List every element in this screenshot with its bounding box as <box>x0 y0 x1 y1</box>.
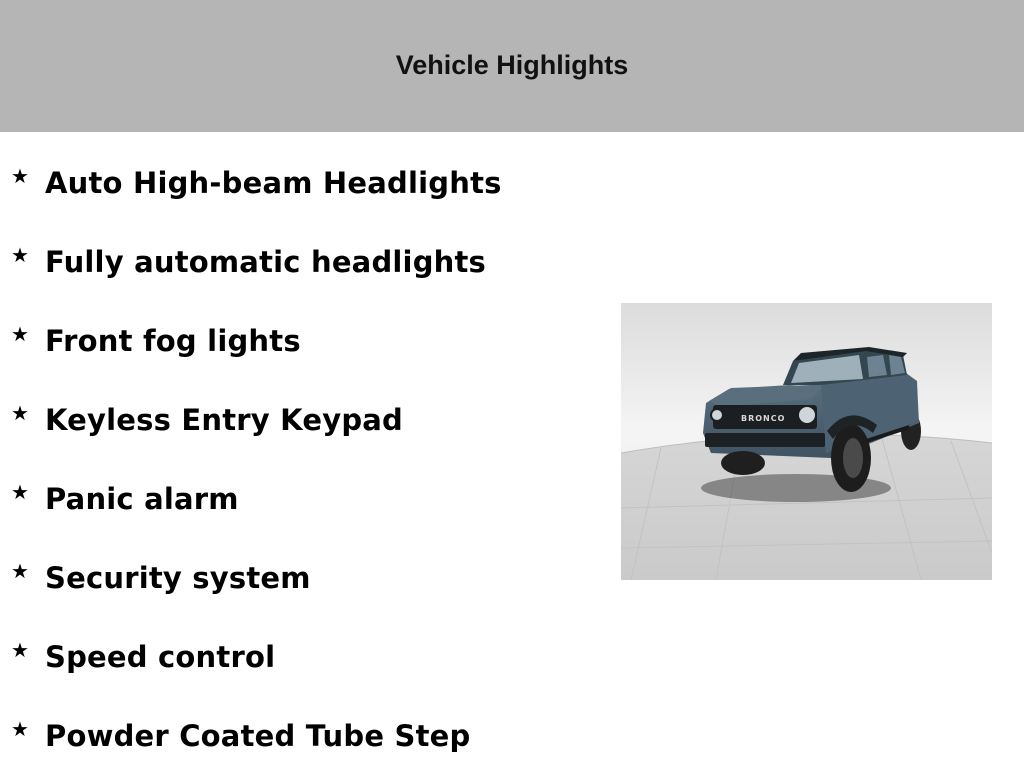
star-icon: ★ <box>11 243 29 267</box>
star-icon: ★ <box>11 401 29 425</box>
list-item <box>0 537 600 595</box>
list-item <box>0 379 600 437</box>
list-item <box>0 221 600 279</box>
highlight-label: Keyless Entry Keypad <box>45 403 404 437</box>
star-icon: ★ <box>11 480 29 504</box>
vehicle-photo <box>621 303 992 580</box>
header-bar <box>0 0 1024 132</box>
highlight-label: Panic alarm <box>45 482 239 516</box>
list-item <box>0 695 600 753</box>
highlight-label: Powder Coated Tube Step <box>45 719 471 753</box>
highlight-label: Front fog lights <box>45 324 301 358</box>
highlight-label: Auto High-beam Headlights <box>45 166 502 200</box>
star-icon: ★ <box>11 717 29 741</box>
star-icon: ★ <box>11 322 29 346</box>
list-item <box>0 142 600 200</box>
page-title: Vehicle Highlights <box>395 50 629 80</box>
star-icon: ★ <box>11 638 29 662</box>
list-item <box>0 458 600 516</box>
star-icon: ★ <box>11 164 29 188</box>
highlight-label: Speed control <box>45 640 276 674</box>
svg-text:BRONCO: BRONCO <box>741 414 786 423</box>
list-item <box>0 300 600 358</box>
star-icon: ★ <box>11 559 29 583</box>
highlight-label: Fully automatic headlights <box>45 245 487 279</box>
list-item <box>0 616 600 674</box>
highlight-label: Security system <box>45 561 311 595</box>
